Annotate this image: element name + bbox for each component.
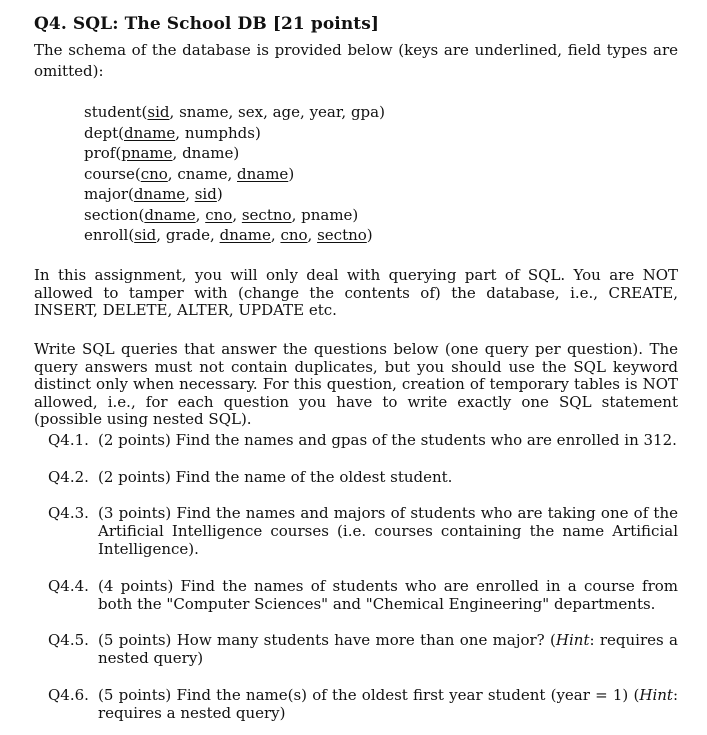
- question-item: [48, 686, 678, 722]
- key-field: sectno: [241, 205, 292, 224]
- question-number: Q4.6.: [48, 686, 89, 704]
- key-field: sid: [147, 103, 170, 121]
- question-text: (2 points) Find the names and gpas of the students who are enrolled in 312.: [98, 431, 677, 449]
- schema-relation-section: section(dname, cno, sectno, pname): [84, 205, 359, 224]
- question-number: Q4.2.: [48, 468, 89, 486]
- field: year: [309, 103, 342, 121]
- field: dname: [182, 144, 234, 162]
- question-item: [48, 468, 678, 486]
- question-text: (4 points) Find the names of students who are enrolled in a course from both the "Computer Sciences" and "Chemical Engineering" departments.: [98, 577, 678, 613]
- key-field: cno: [205, 205, 233, 224]
- field: sex: [238, 103, 264, 121]
- schema-relation-course: course(cno, cname, dname): [84, 164, 295, 183]
- key-field: dname: [219, 226, 271, 244]
- question-item: [48, 431, 678, 449]
- hint-label: Hint: [639, 686, 673, 704]
- schema-relation-student: student(sid, sname, sex, age, year, gpa): [84, 103, 385, 121]
- question-item: [48, 631, 678, 667]
- hint-label: Hint: [555, 631, 590, 649]
- question-title: Q4. SQL: The School DB [21 points]: [34, 14, 380, 34]
- question-number: Q4.3.: [48, 504, 89, 522]
- field: pname: [301, 205, 353, 224]
- key-field: dname: [237, 164, 289, 183]
- key-field: dname: [144, 205, 196, 224]
- field: cname: [177, 164, 228, 183]
- question-number: Q4.5.: [48, 631, 89, 649]
- key-field: dname: [133, 185, 186, 203]
- field: grade: [165, 226, 211, 244]
- key-field: sid: [194, 185, 217, 203]
- instructions-paragraph-1: In this assignment, you will only deal with querying part of SQL. You are NOT allowed to tamper with (change the contents of) the database, i.e., CREATE, INSERT, DELETE, ALTER, UPDATE etc.: [34, 266, 678, 319]
- key-field: sectno: [317, 226, 367, 244]
- schema-relation-enroll: enroll(sid, grade, dname, cno, sectno): [84, 226, 373, 244]
- field: numphds: [184, 123, 255, 142]
- key-field: dname: [123, 123, 176, 142]
- schema-list: [84, 102, 385, 246]
- key-field: sid: [134, 226, 157, 244]
- question-number: Q4.4.: [48, 577, 89, 595]
- schema-relation-major: major(dname, sid): [84, 185, 223, 203]
- question-text: (5 points) Find the name(s) of the oldest first year student (year = 1) (Hint: requires a nested query): [98, 686, 678, 722]
- schema-relation-dept: dept(dname, numphds): [84, 123, 261, 142]
- question-text: (2 points) Find the name of the oldest student.: [98, 468, 453, 486]
- schema-intro: The schema of the database is provided below (keys are underlined, field types are omitted):: [34, 41, 678, 80]
- question-text: (3 points) Find the names and majors of students who are taking one of the Artificial Intelligence courses (i.e. courses containing the name Artificial Intelligence).: [98, 504, 678, 558]
- question-number: Q4.1.: [48, 431, 89, 449]
- field: sname: [179, 103, 229, 121]
- key-field: cno: [140, 164, 168, 183]
- question-item: [48, 504, 678, 558]
- key-field: pname: [121, 144, 173, 162]
- instructions-paragraph-2: Write SQL queries that answer the questions below (one query per question). The query answers must not contain duplicates, but you should use the SQL keyword distinct only when necessary. For this question, creation of temporary tables is NOT allowed, i.e., for each question you have to write exactly one SQL statement (possible using nested SQL).: [34, 340, 678, 428]
- key-field: cno: [280, 226, 308, 244]
- question-text: (5 points) How many students have more than one major? (Hint: requires a nested query): [98, 631, 678, 667]
- schema-relation-prof: prof(pname, dname): [84, 144, 240, 162]
- question-item: [48, 577, 678, 613]
- field: age: [272, 103, 301, 121]
- field: gpa: [350, 103, 380, 121]
